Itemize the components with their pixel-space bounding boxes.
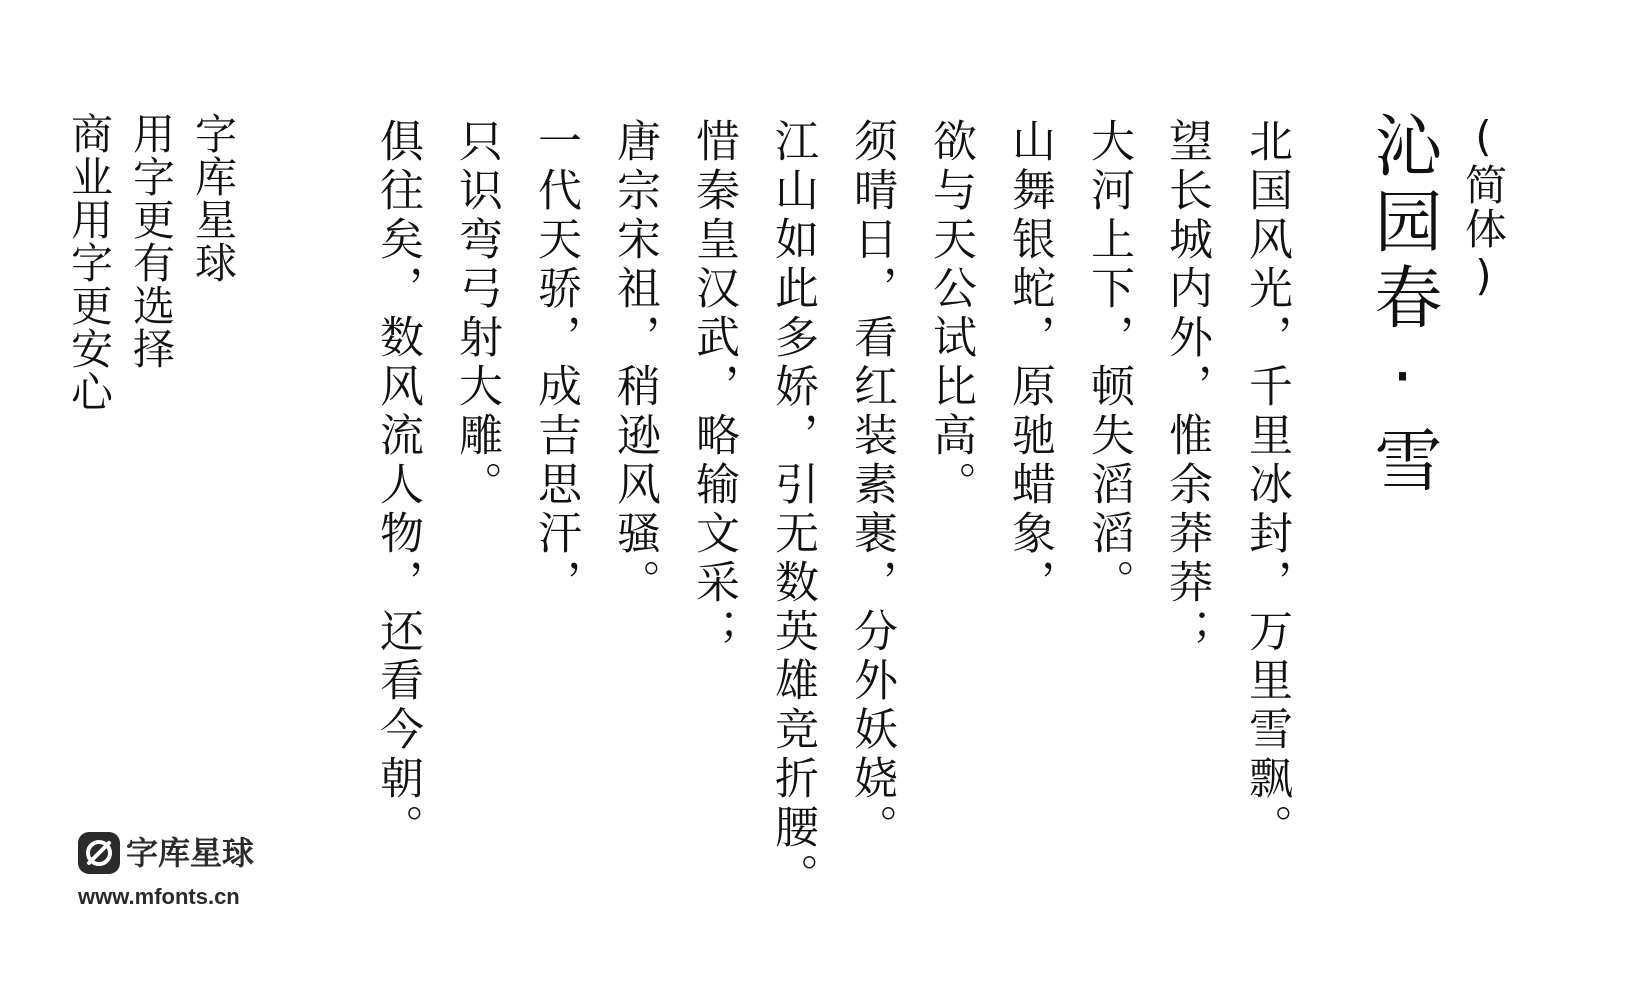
poem-column: 唐宗宋祖，稍逊风骚。 (609, 118, 660, 608)
poem-column: 大河上下，顿失滔滔。 (1083, 118, 1134, 608)
promo-brand-column: 字库星球 (189, 112, 238, 284)
poem-column: 望长城内外，惟余莽莽； (1161, 118, 1212, 657)
poem-column: 江山如此多娇，引无数英雄竞折腰。 (767, 118, 818, 902)
logo-name: 字库星球 (126, 834, 255, 872)
poem-title: 沁园春·雪 (1363, 110, 1442, 501)
poem-column: 山舞银蛇，原驰蜡象， (1004, 118, 1055, 608)
brand-logo (78, 832, 298, 912)
logo-url: www.mfonts.cn (78, 884, 240, 909)
poem-column: 欲与天公试比高。 (925, 118, 976, 510)
planet-ring-icon (78, 832, 120, 874)
poem-column: 须晴日，看红装素裹，分外妖娆。 (846, 118, 897, 853)
poem-column: 惜秦皇汉武，略输文采； (688, 118, 739, 657)
poem-column: 只识弯弓射大雕。 (451, 118, 502, 510)
promo-tagline-column: 用字更有选择 (127, 112, 176, 370)
poem-column: 一代天骄，成吉思汗， (530, 118, 581, 608)
poem-subtitle: (简体) (1459, 112, 1508, 302)
poem-column: 俱往矣，数风流人物，还看今朝。 (372, 118, 423, 853)
promo-tagline-column: 商业用字更安心 (65, 112, 114, 413)
poem-column: 北国风光，千里冰封，万里雪飘。 (1241, 118, 1292, 853)
